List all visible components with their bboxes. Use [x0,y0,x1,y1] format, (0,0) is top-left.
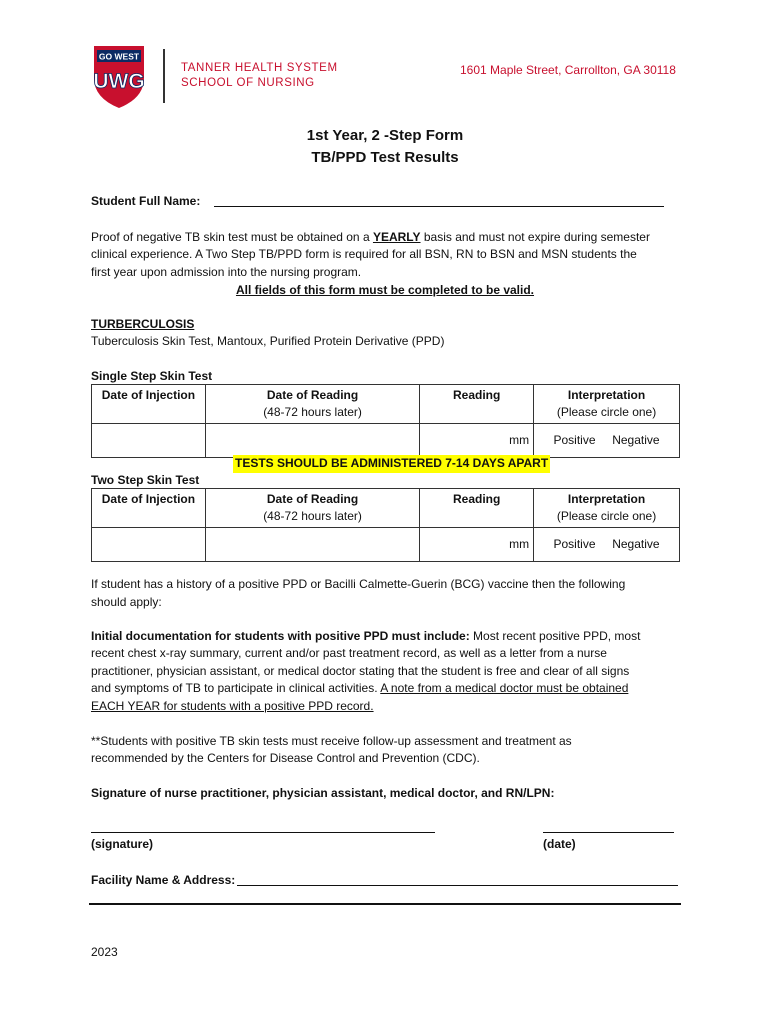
intro-line3: first year upon admission into the nursing program. [91,265,362,279]
col-interp-sub: (Please circle one) [556,509,657,523]
followup-line1: **Students with positive TB skin tests must receive follow-up assessment and treatment as [91,734,572,748]
positive-option[interactable]: Positive [553,433,596,447]
col-interp-sub: (Please circle one) [556,405,657,419]
unit-mm: mm [509,537,530,551]
intro-text-b: basis and must not expire during semester [420,230,650,244]
header-divider [163,49,165,103]
administration-notice: TESTS SHOULD BE ADMINISTERED 7-14 DAYS APART [233,455,550,473]
col-interpretation [534,385,680,424]
yearly-emphasis: YEARLY [372,230,421,244]
initial-doc-heading: Initial documentation for students with positive PPD must include: [91,629,470,643]
col-reading: Reading [420,489,534,528]
single-reading-cell[interactable] [420,424,534,458]
school-name-line2: SCHOOL OF NURSING [181,77,315,89]
required-notice: All fields of this form must be completed to be valid. [235,283,535,297]
col-reading: Reading [420,385,534,424]
two-step-label: Two Step Skin Test [91,473,200,487]
annual-note-requirement: A note from a medical doctor must be obtained [380,681,629,695]
bcg-line2: should apply: [91,595,162,609]
signature-heading: Signature of nurse practitioner, physician assistant, medical doctor, and RN/LPN: [91,786,555,800]
positive-option[interactable]: Positive [553,537,596,551]
date-label: (date) [543,837,576,851]
initial-doc-text: Most recent positive PPD, most [469,629,641,643]
followup-line2: recommended by the Centers for Disease Control and Prevention (CDC). [91,751,480,765]
tb-description: Tuberculosis Skin Test, Mantoux, Purified Protein Derivative (PPD) [91,334,445,348]
initial-doc-line5: EACH YEAR for students with a positive PPD record. [91,699,374,713]
initial-doc-line1 [91,628,640,646]
col-date-reading [205,385,419,424]
col-interp-title: Interpretation [567,492,646,506]
facility-field[interactable] [237,885,678,886]
student-name-label: Student Full Name: [91,194,201,208]
two-step-table [91,488,680,562]
two-reading-date-cell[interactable] [205,528,419,562]
form-subtitle: TB/PPD Test Results [311,149,459,166]
single-injection-date-cell[interactable] [92,424,206,458]
uwg-logo [90,44,148,110]
bottom-rule [89,903,681,905]
col-date-reading-title: Date of Reading [266,492,359,506]
single-step-label: Single Step Skin Test [91,369,213,383]
col-date-reading [205,489,419,528]
tb-heading: TURBERCULOSIS [91,317,195,331]
negative-option[interactable]: Negative [612,433,660,447]
signature-field[interactable] [91,832,435,833]
bcg-line1: If student has a history of a positive PPD or Bacilli Calmette-Guerin (BCG) vaccine then the following [91,577,626,591]
facility-label: Facility Name & Address: [91,873,236,887]
single-step-table [91,384,680,458]
negative-option[interactable]: Negative [612,537,660,551]
logo-main-text: UWG [93,70,145,93]
logo-top-text: GO WEST [98,51,140,62]
initial-doc-line2: recent chest x-ray summary, current and/or past treatment record, as well as a letter from a nurse [91,646,607,660]
col-date-injection: Date of Injection [92,489,206,528]
date-field[interactable] [543,832,674,833]
col-interpretation [534,489,680,528]
col-date-reading-sub: (48-72 hours later) [263,405,362,419]
form-title: 1st Year, 2 -Step Form [306,127,464,144]
unit-mm: mm [509,433,530,447]
footer-year: 2023 [91,945,118,959]
two-interp-cell [534,528,680,562]
single-interp-cell [534,424,680,458]
initial-doc-text-4a: and symptoms of TB to participate in clinical activities. [91,681,381,695]
single-reading-date-cell[interactable] [205,424,419,458]
intro-text-a: Proof of negative TB skin test must be obtained on a [91,230,373,244]
school-name-line1: TANNER HEALTH SYSTEM [181,62,338,74]
col-interp-title: Interpretation [567,388,646,402]
intro-line2: clinical experience. A Two Step TB/PPD form is required for all BSN, RN to BSN and MSN students the [91,247,637,261]
signature-label: (signature) [91,837,154,851]
two-reading-cell[interactable] [420,528,534,562]
col-date-injection: Date of Injection [92,385,206,424]
intro-line1 [91,229,650,247]
col-date-reading-sub: (48-72 hours later) [263,509,362,523]
initial-doc-line4 [91,680,628,698]
initial-doc-line3: practitioner, physician assistant, or medical doctor stating that the student is free and clear of all signs [91,664,630,678]
student-name-field[interactable] [214,206,664,207]
col-date-reading-title: Date of Reading [266,388,359,402]
two-injection-date-cell[interactable] [92,528,206,562]
school-address: 1601 Maple Street, Carrollton, GA 30118 [460,63,676,77]
